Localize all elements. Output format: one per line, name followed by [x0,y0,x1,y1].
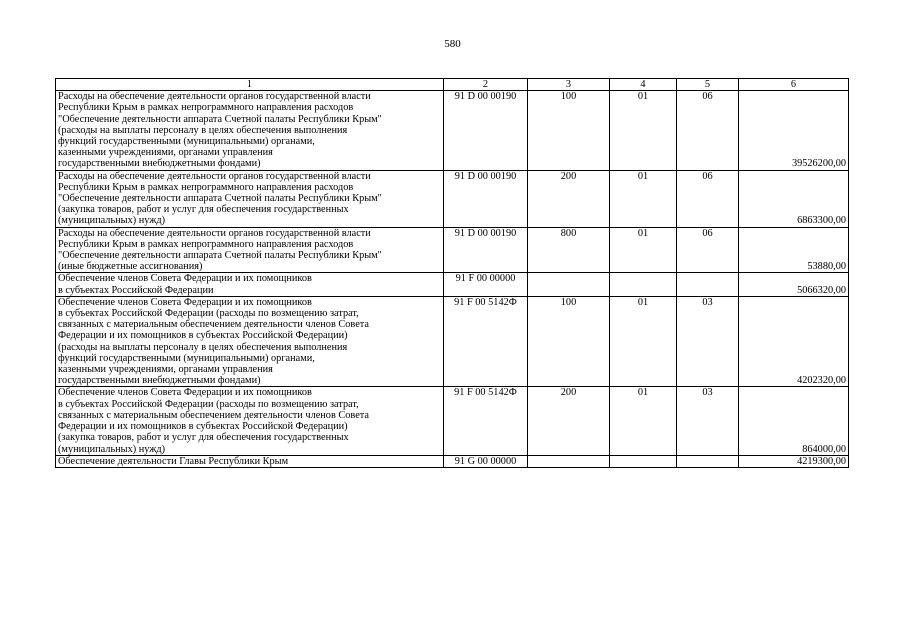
expense-type-cell [528,273,610,296]
subsection-cell: 03 [677,296,739,387]
target-article-cell: 91 G 00 00000 [444,455,528,467]
target-article-cell: 91 D 00 00190 [444,91,528,170]
amount-cell: 5066320,00 [739,273,849,296]
expense-type-cell: 200 [528,387,610,455]
subsection-cell [677,273,739,296]
amount-cell: 53880,00 [739,227,849,273]
subsection-cell: 06 [677,91,739,170]
subsection-cell: 03 [677,387,739,455]
expense-type-cell: 100 [528,296,610,387]
table-row [56,455,849,467]
expense-type-cell: 800 [528,227,610,273]
expense-name-cell: Обеспечение членов Совета Федерации и их помощников в субъектах Российской Федерации (расходы по возмещению затрат, связанных с материальным обеспечением деятельности членов Совета Федерации и их помощников в субъектах Российской Федерации) (расходы на выплаты персоналу в целях обеспечения выполнения функций государственными (муниципальными) органами, казенными учреждениями, органами управления государственными внебюджетными фондами) [56,296,444,387]
amount-cell: 39526200,00 [739,91,849,170]
target-article-cell: 91 F 00 5142Ф [444,296,528,387]
amount-cell: 864000,00 [739,387,849,455]
expense-name-cell: Расходы на обеспечение деятельности органов государственной власти Республики Крым в рамках непрограммного направления расходов "Обеспечение деятельности аппарата Счетной палаты Республики Крым" (иные бюджетные ассигнования) [56,227,444,273]
target-article-cell: 91 F 00 5142Ф [444,387,528,455]
section-cell: 01 [610,227,677,273]
header-cell: 5 [677,79,739,91]
budget-table [55,78,849,468]
header-cell: 2 [444,79,528,91]
table-row [56,227,849,273]
expense-name-cell: Обеспечение членов Совета Федерации и их помощников в субъектах Российской Федерации [56,273,444,296]
expense-type-cell: 200 [528,170,610,227]
expense-name-cell: Обеспечение членов Совета Федерации и их помощников в субъектах Российской Федерации (расходы по возмещению затрат, связанных с материальным обеспечением деятельности членов Совета Федерации и их помощников в субъектах Российской Федерации) (закупка товаров, работ и услуг для обеспечения государственных (муниципальных) нужд) [56,387,444,455]
header-cell: 3 [528,79,610,91]
table-row [56,170,849,227]
amount-cell: 4202320,00 [739,296,849,387]
header-cell: 4 [610,79,677,91]
page-number: 580 [444,38,461,50]
table-row [56,273,849,296]
section-cell: 01 [610,296,677,387]
section-cell: 01 [610,387,677,455]
expense-name-cell: Обеспечение деятельности Главы Республики Крым [56,455,444,467]
header-cell: 1 [56,79,444,91]
section-cell [610,455,677,467]
subsection-cell: 06 [677,227,739,273]
target-article-cell: 91 D 00 00190 [444,170,528,227]
table-row [56,91,849,170]
header-cell: 6 [739,79,849,91]
section-cell: 01 [610,170,677,227]
subsection-cell: 06 [677,170,739,227]
expense-type-cell: 100 [528,91,610,170]
expense-name-cell: Расходы на обеспечение деятельности органов государственной власти Республики Крым в рамках непрограммного направления расходов "Обеспечение деятельности аппарата Счетной палаты Республики Крым" (расходы на выплаты персоналу в целях обеспечения выполнения функций государственными (муниципальными) органами, казенными учреждениями, органами управления государственными внебюджетными фондами) [56,91,444,170]
section-cell [610,273,677,296]
table-header-row [56,79,849,91]
table-row [56,387,849,455]
section-cell: 01 [610,91,677,170]
subsection-cell [677,455,739,467]
target-article-cell: 91 F 00 00000 [444,273,528,296]
table-row [56,296,849,387]
amount-cell: 4219300,00 [739,455,849,467]
amount-cell: 6863300,00 [739,170,849,227]
expense-type-cell [528,455,610,467]
expense-name-cell: Расходы на обеспечение деятельности органов государственной власти Республики Крым в рамках непрограммного направления расходов "Обеспечение деятельности аппарата Счетной палаты Республики Крым" (закупка товаров, работ и услуг для обеспечения государственных (муниципальных) нужд) [56,170,444,227]
target-article-cell: 91 D 00 00190 [444,227,528,273]
